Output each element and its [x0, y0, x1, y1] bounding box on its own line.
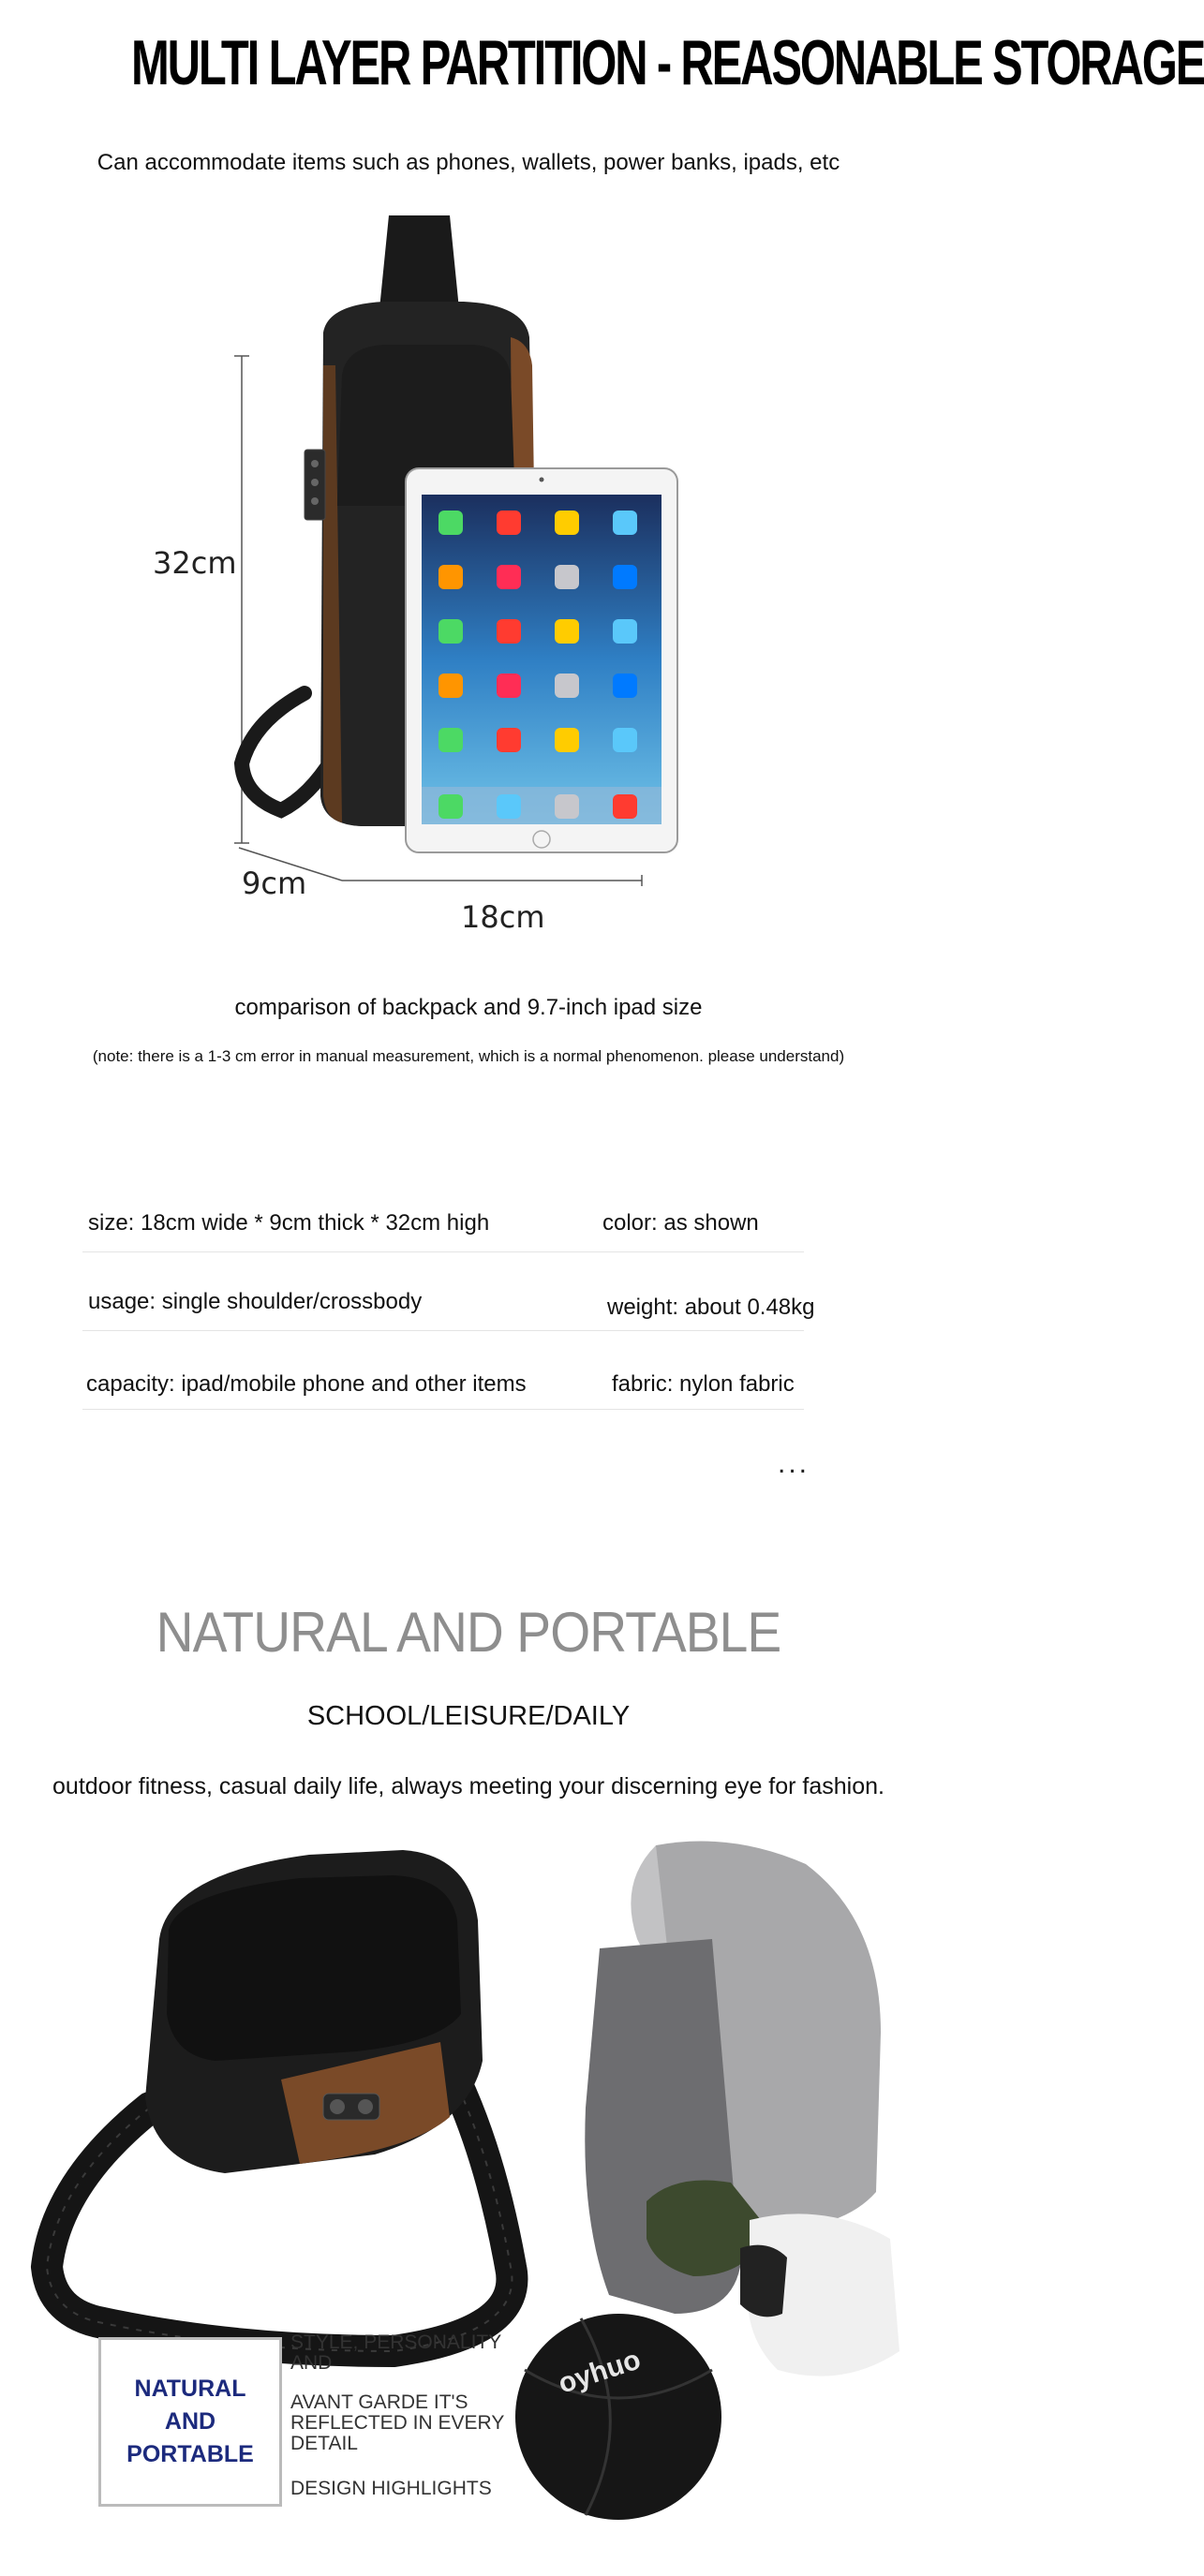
- spec-fabric: fabric: nylon fabric: [612, 1371, 795, 1397]
- dock-icon: [613, 794, 637, 819]
- spec-capacity: capacity: ipad/mobile phone and other items: [86, 1371, 527, 1397]
- spec-color: color: as shown: [602, 1210, 759, 1236]
- app-icon: [613, 728, 637, 752]
- main-headline: MULTI LAYER PARTITION - REASONABLE STORAGE: [131, 27, 1204, 98]
- measurement-note: (note: there is a 1-3 cm error in manual measurement, which is a normal phenomenon. please understand): [92, 1047, 845, 1065]
- app-icon: [555, 511, 579, 535]
- ball-brand-text: oyhuo: [554, 2344, 645, 2400]
- spec-row: [82, 1353, 804, 1410]
- highlight-style: STYLE, PERSONALITY AND: [290, 2332, 502, 2374]
- app-icon: [497, 674, 521, 698]
- basketball-photo: [515, 2314, 721, 2520]
- app-icon: [613, 674, 637, 698]
- app-icon: [497, 565, 521, 589]
- section-subtitle: SCHOOL/LEISURE/DAILY: [306, 1701, 631, 1731]
- app-icon: [497, 728, 521, 752]
- app-icon: [555, 619, 579, 644]
- natural-portable-badge: [98, 2337, 282, 2507]
- section-description: outdoor fitness, casual daily life, always meeting your discerning eye for fashion.: [52, 1773, 884, 1799]
- app-icon: [438, 728, 463, 752]
- app-icon: [555, 674, 579, 698]
- highlight-avant-garde: AVANT GARDE IT'S REFLECTED IN EVERY DETAIL: [290, 2391, 505, 2454]
- app-icon: [613, 565, 637, 589]
- app-icon: [497, 511, 521, 535]
- spec-weight: weight: about 0.48kg: [607, 1295, 815, 1320]
- headline-subtitle: Can accommodate items such as phones, wallets, power banks, ipads, etc: [97, 150, 840, 175]
- size-diagram: [141, 197, 796, 965]
- app-icon: [613, 619, 637, 644]
- dock-icon: [555, 794, 579, 819]
- clothes-photo: [585, 1842, 899, 2376]
- section-title: NATURAL AND PORTABLE: [156, 1601, 781, 1664]
- app-icon: [438, 511, 463, 535]
- spec-row: [82, 1274, 815, 1331]
- side-strap: [242, 693, 333, 810]
- app-icon: [555, 565, 579, 589]
- app-icon: [555, 728, 579, 752]
- app-icon: [438, 565, 463, 589]
- bag-photo: [47, 1850, 512, 2351]
- app-icon: [613, 511, 637, 535]
- app-icon: [438, 619, 463, 644]
- more-dots: ...: [778, 1448, 810, 1479]
- comparison-caption: comparison of backpack and 9.7-inch ipad size: [234, 995, 703, 1020]
- highlight-design: DESIGN HIGHLIGHTS: [290, 2478, 492, 2499]
- app-icon: [438, 674, 463, 698]
- dock-icon: [497, 794, 521, 819]
- spec-row: [82, 1195, 804, 1252]
- top-strap: [379, 215, 459, 309]
- spec-size: size: 18cm wide * 9cm thick * 32cm high: [88, 1210, 490, 1236]
- height-label: 32cm: [153, 545, 237, 581]
- spec-usage: usage: single shoulder/crossbody: [88, 1289, 423, 1314]
- thickness-label: 9cm: [242, 866, 307, 901]
- width-label: 18cm: [461, 899, 545, 935]
- app-icon: [497, 619, 521, 644]
- dock-icon: [438, 794, 463, 819]
- badge-text: NATURAL AND PORTABLE: [126, 2376, 254, 2467]
